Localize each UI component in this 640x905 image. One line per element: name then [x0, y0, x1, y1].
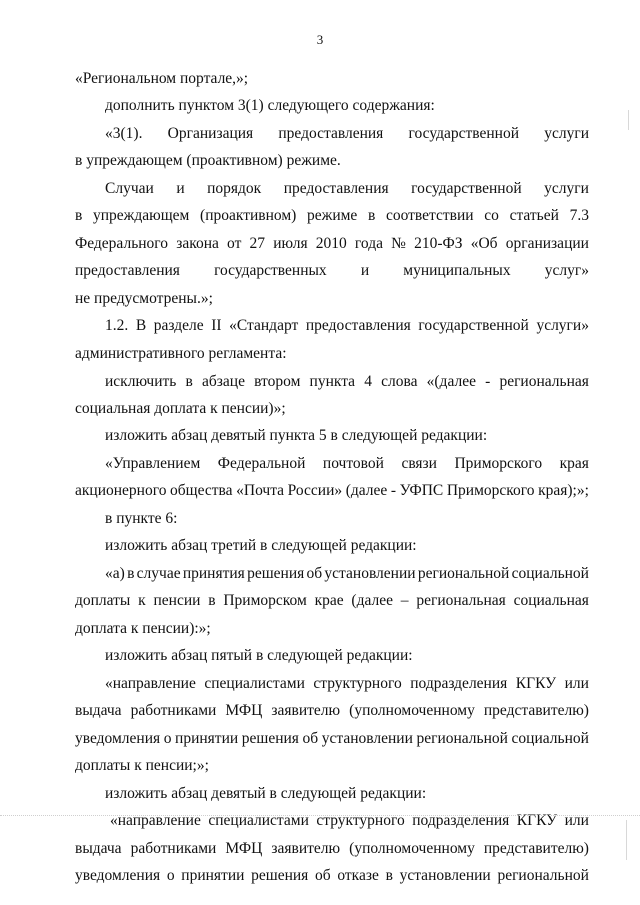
text-line: изложить абзац третий в следующей редакции: [105, 537, 417, 554]
text-line: в упреждающем (проактивном) режиме. [75, 152, 341, 169]
text-line: уведомления о принятии решения об отказе в установлении региональной [75, 867, 589, 884]
text-line: Случаи и порядок предоставления государственной услуги [105, 180, 589, 197]
text-line: «направление специалистами структурного подразделения КГКУ или [110, 812, 589, 829]
text-line: исключить в абзаце втором пункта 4 слова «(далее - региональная [105, 373, 589, 390]
text-line: социальная доплата к пенсии)»; [75, 400, 286, 417]
text-line: выдача работниками МФЦ заявителю (уполномоченному представителю) [75, 840, 589, 857]
text-line: предоставления государственных и муниципальных услуг» [75, 262, 589, 279]
text-line: изложить абзац пятый в следующей редакции: [105, 647, 413, 664]
scan-edge-mark [626, 820, 627, 860]
text-line: не предусмотрены.»; [75, 290, 213, 307]
text-line: «а) в случае принятия решения об установлении региональной социальной [105, 565, 589, 582]
text-line: «Управлением Федеральной почтовой связи Приморского края [105, 455, 589, 472]
scan-edge-mark [628, 110, 629, 130]
text-line: в упреждающем (проактивном) режиме в соответствии со статьей 7.3 [75, 207, 589, 224]
text-line: 1.2. В разделе II «Стандарт предоставления государственной услуги» [105, 317, 589, 334]
text-line: выдача работниками МФЦ заявителю (уполномоченному представителю) [75, 702, 589, 719]
text-line: «Региональном портале,»; [75, 70, 249, 87]
text-line: «направление специалистами структурного подразделения КГКУ или [105, 675, 589, 692]
page-number: 3 [316, 32, 324, 47]
text-line: изложить абзац девятый пункта 5 в следующей редакции: [105, 427, 488, 444]
text-line: Федерального закона от 27 июля 2010 года № 210-ФЗ «Об организации [75, 235, 589, 252]
text-line: доплаты к пенсии в Приморском крае (далее – региональная социальная [75, 592, 589, 609]
text-line: административного регламента: [75, 345, 287, 362]
text-line: уведомления о принятии решения об установлении региональной социальной [75, 730, 589, 747]
text-line: акционерного общества «Почта России» (далее - УФПС Приморского края);»; [75, 482, 589, 499]
text-line: изложить абзац девятый в следующей редакции: [105, 785, 427, 802]
text-line: в пункте 6: [105, 510, 178, 527]
scan-edge-rule [0, 815, 640, 816]
text-line: «3(1). Организация предоставления государственной услуги [105, 125, 589, 142]
text-line: доплата к пенсии):»; [75, 620, 211, 637]
text-line: дополнить пунктом 3(1) следующего содержания: [105, 97, 435, 114]
text-line: доплаты к пенсии;»; [75, 757, 209, 774]
